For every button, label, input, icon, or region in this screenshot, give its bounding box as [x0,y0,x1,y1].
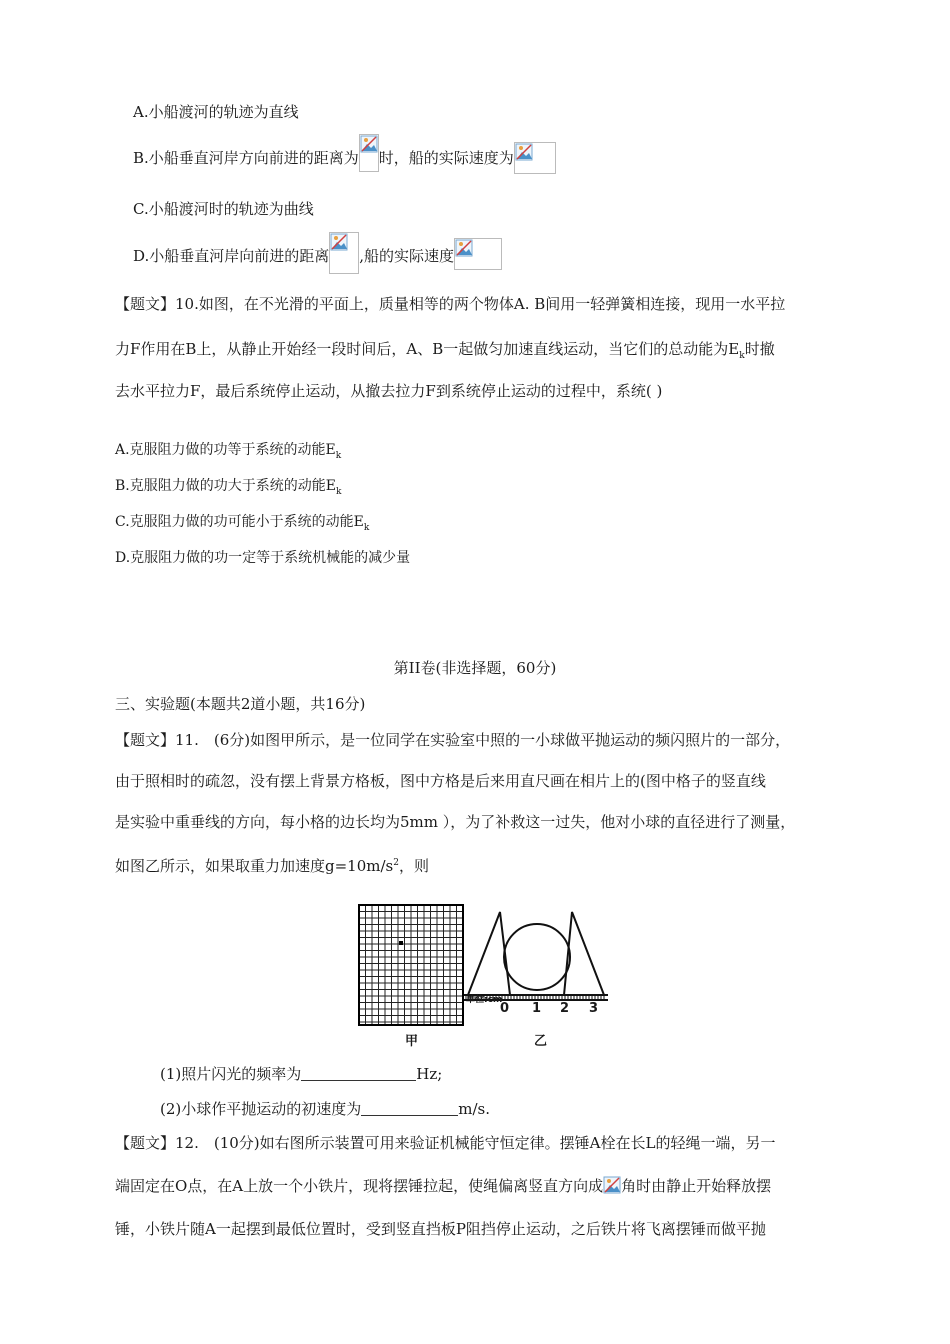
subscript-k: k [335,450,342,461]
q10-line-3: 去水平拉力F，最后系统停止运动，从撤去拉力F到系统停止运动的过程中，系统( ) [115,382,663,400]
q10-line-2-text: 力F作用在B上，从静止开始经一段时间后，A、B一起做匀加速直线运动，当它们的总动能为E [115,340,740,358]
q10-line-2-end: 时撤 [744,340,775,358]
q11-subquestion-1 [160,1064,442,1084]
subscript-k: k [739,351,745,361]
ruler-unit-label: 单位:cm [466,995,503,1005]
broken-image-icon [329,232,359,274]
q9-option-d-mid: ,船的实际速度 [359,247,455,265]
q12-line-2-text: 端固定在O点，在A上放一个小铁片，现将摆锤拉起，使绳偏离竖直方向成 [115,1177,604,1195]
ruler-tick-3: 3 [589,1001,599,1016]
q11-sub2-unit: m/s. [458,1100,490,1118]
q11-line-4-end: ，则 [398,857,429,875]
answer-blank-frequency[interactable] [301,1065,416,1081]
q11-subquestion-2 [160,1099,490,1119]
q10-line-1: 【题文】10.如图，在不光滑的平面上，质量相等的两个物体A. B间用一轻弹簧相连接，现用一水平拉 [115,295,786,313]
q12-line-2 [115,1176,771,1196]
figure-yi-label: 乙 [534,1034,548,1049]
q9-option-b [133,148,556,174]
q10-option-b-text: B.克服阻力做的功大于系统的动能E [115,478,336,494]
q11-line-4-text: 如图乙所示，如果取重力加速度g=10m/s [115,857,394,875]
q10-option-d: D.克服阻力做的功一定等于系统机械能的减少量 [115,550,411,566]
ruler-tick-0: 0 [500,1001,510,1016]
q9-option-b-pre: B.小船垂直河岸方向前进的距离为 [133,149,359,167]
section-3-title: 三、实验题(本题共2道小题，共16分) [115,695,366,713]
broken-image-icon [454,238,502,270]
subscript-k: k [363,522,370,533]
section-2-title: 第II卷(非选择题，60分) [393,659,557,677]
q9-option-c: C.小船渡河时的轨迹为曲线 [133,200,314,218]
q11-line-1: 【题文】11. (6分)如图甲所示，是一位同学在实验室中照的一小球做平抛运动的频闪照片的一部分， [115,731,791,749]
q11-line-3: 是实验中重垂线的方向，每小格的边长均为5mm ），为了补救这一过失，他对小球的直径进行了测量， [115,813,796,831]
q12-line-2-end: 角时由静止开始释放摆 [621,1177,772,1195]
ruler-tick-1: 1 [532,1001,542,1016]
q10-option-a [115,440,341,466]
broken-image-icon [514,142,556,174]
q12-line-3: 锤，小铁片随A一起摆到最低位置时，受到竖直挡板P阻挡停止运动，之后铁片将飞离摆锤而做平抛 [115,1220,766,1238]
broken-image-icon [359,134,379,172]
q10-option-b [115,476,341,502]
q11-line-2: 由于照相时的疏忽，没有摆上背景方格板，图中方格是后来用直尺画在相片上的(图中格子的竖直线 [115,772,766,790]
q11-sub1-unit: Hz; [416,1065,443,1083]
answer-blank-velocity[interactable] [361,1100,458,1116]
subscript-k: k [335,486,342,497]
q10-line-2 [115,339,775,366]
q10-option-c-text: C.克服阻力做的功可能小于系统的动能E [115,514,364,530]
q9-option-d-pre: D.小船垂直河岸向前进的距离 [133,247,330,265]
figure-jia-grid [358,904,464,1026]
q9-option-b-mid: 时，船的实际速度为 [378,149,514,167]
q11-line-4 [115,853,429,876]
superscript-2: 2 [393,858,399,868]
q10-option-a-text: A.克服阻力做的功等于系统的动能E [115,442,336,458]
q11-sub2-text: (2)小球作平抛运动的初速度为 [160,1100,362,1118]
q12-line-1: 【题文】12. (10分)如右图所示装置可用来验证机械能守恒定律。摆锤A栓在长L的轻绳一端，另一 [115,1134,776,1152]
ruler-tick-2: 2 [560,1001,570,1016]
broken-image-icon [603,1176,621,1194]
figure-jia-label: 甲 [405,1034,419,1049]
q10-option-c [115,512,369,538]
q9-option-a: A.小船渡河的轨迹为直线 [133,103,299,121]
q11-sub1-text: (1)照片闪光的频率为 [160,1065,302,1083]
q9-option-d [133,246,502,274]
